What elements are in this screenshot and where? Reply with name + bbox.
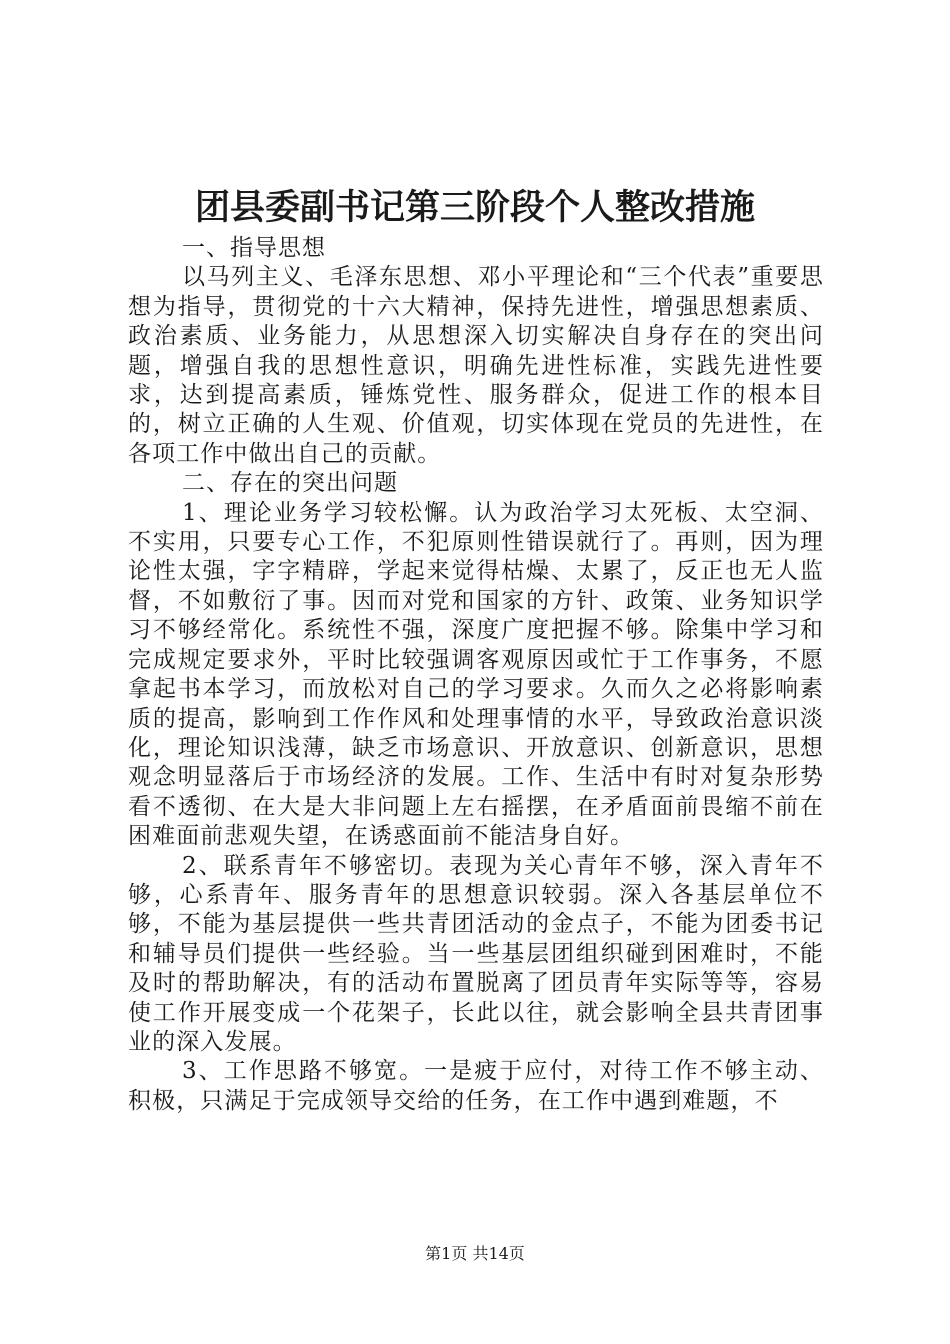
document-body: [128, 234, 824, 1116]
paragraph-problem-1: 1、理论业务学习较松懈。认为政治学习太死板、太空洞、不实用，只要专心工作，不犯原则性错误就行了。再则，因为理论性太强，字字精辟，学起来觉得枯燥、太累了，反正也无人监督，不如敷衍了事。因而对党和国家的方针、政策、业务知识学习不够经常化。系统性不强，深度广度把握不够。除集中学习和完成规定要求外，平时比较强调客观原因或忙于工作事务，不愿拿起书本学习，而放松对自己的学习要求。久而久之必将影响素质的提高，影响到工作作风和处理事情的水平，导致政治意识淡化，理论知识浅薄，缺乏市场意识、开放意识、创新意识，思想观念明显落后于市场经济的发展。工作、生活中有时对复杂形势看不透彻、在大是大非问题上左右摇摆，在矛盾面前畏缩不前在困难面前悲观失望，在诱惑面前不能洁身自好。: [128, 499, 824, 850]
page-footer: 第1页 共14页: [425, 1244, 525, 1263]
section-heading-guiding-thought: 一、指导思想: [182, 235, 326, 261]
paragraph-problem-3: 3、工作思路不够宽。一是疲于应付，对待工作不够主动、积极，只满足于完成领导交给的任务，在工作中遇到难题，不: [128, 1058, 824, 1114]
document-title: 团县委副书记第三阶段个人整改措施: [194, 187, 755, 228]
paragraph-problem-2: 2、联系青年不够密切。表现为关心青年不够，深入青年不够，心系青年、服务青年的思想意识较弱。深入各基层单位不够，不能为基层提供一些共青团活动的金点子，不能为团委书记和辅导员们提供一些经验。当一些基层团组织碰到困难时，不能及时的帮助解决，有的活动布置脱离了团员青年实际等等，容易使工作开展变成一个花架子，长此以往，就会影响全县共青团事业的深入发展。: [128, 852, 824, 1055]
section-heading-problems: 二、存在的突出问题: [182, 470, 398, 497]
paragraph-guiding-thought: 以马列主义、毛泽东思想、邓小平理论和“三个代表”重要思想为指导，贯彻党的十六大精神，保持先进性，增强思想素质、政治素质、业务能力，从思想深入切实解决自身存在的突出问题，增强自我的思想性意识，明确先进性标准，实践先进性要求，达到提高素质，锤炼党性、服务群众，促进工作的根本目的，树立正确的人生观、价值观，切实体现在党员的先进性，在各项工作中做出自己的贡献。: [128, 264, 824, 467]
